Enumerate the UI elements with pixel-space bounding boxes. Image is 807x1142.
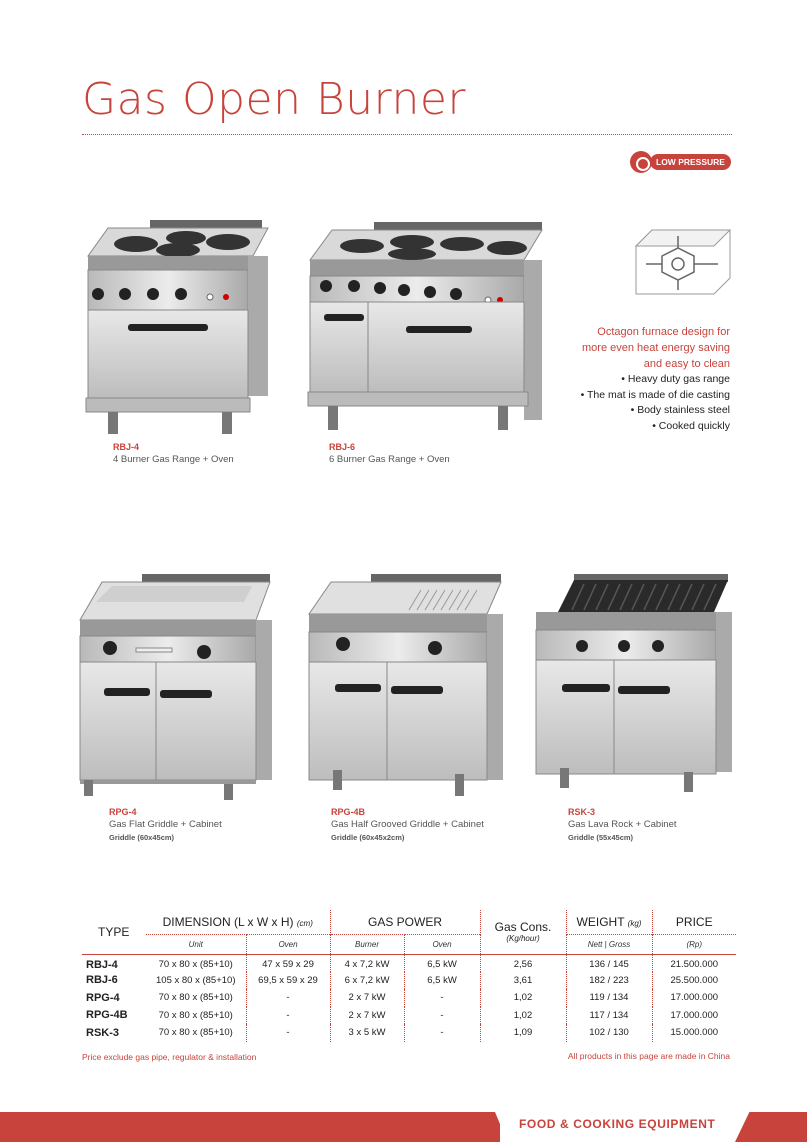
rsk-3-caption [568,807,677,842]
header-gas-cons-unit: (Kg/hour) [506,934,540,944]
product-code: RPG-4 [109,807,137,817]
pressure-gauge-icon [630,151,652,173]
cell-burner: 3 x 5 kW [330,1024,404,1042]
cell-price: 21.500.000 [670,959,719,970]
cell-type: RPG-4B [86,1009,128,1022]
header-weight-unit: (kg) [627,918,642,928]
origin-note: All products in this page are made in China [567,1051,730,1061]
cell-gas-cons: 2,56 [480,954,566,972]
cell-burner: 2 x 7 kW [330,1007,404,1025]
cell-type: RBJ-4 [86,958,118,971]
cell-dim-unit: 105 x 80 x (85+10) [146,972,246,990]
cell-dim-oven: - [246,989,330,1007]
product-code: RSK-3 [568,807,596,817]
rpg-4b-product-image [305,574,505,800]
spec-table [82,910,736,1042]
rbj-6-product-image [302,222,544,436]
footer-label: FOOD & COOKING EQUIPMENT [519,1117,716,1131]
rpg-4-caption [109,807,222,842]
feature-item: • Body stainless steel [581,403,730,419]
rpg-4b-caption [331,807,484,842]
rbj-6-caption [329,442,450,465]
cell-burner: 2 x 7 kW [330,989,404,1007]
rbj-4-product-image [78,214,273,440]
product-code: RPG-4B [331,807,366,817]
cell-oven-power: - [404,989,480,1007]
feature-item: • The mat is made of die casting [581,388,730,404]
table-row [82,1024,736,1042]
footer-bar [0,1112,500,1142]
cell-dim-oven: 69,5 x 59 x 29 [246,972,330,990]
header-dimension-unit: (cm) [296,918,313,928]
feature-lead-line: more even heat energy saving [582,342,730,354]
cell-burner: 4 x 7,2 kW [330,954,404,972]
low-pressure-badge [630,151,731,173]
feature-list [581,372,730,434]
subheader-unit: Unit [146,934,246,954]
cell-weight: 136 / 145 [566,954,652,972]
rbj-4-caption [113,442,234,465]
page-title: Gas Open Burner [82,74,467,125]
table-row [82,1007,736,1025]
header-dimension-label: DIMENSION (L x W x H) [162,914,294,929]
header-dimension [146,910,330,934]
feature-lead-line: and easy to clean [643,358,730,370]
cell-oven-power: 6,5 kW [404,954,480,972]
feature-item: • Cooked quickly [581,419,730,435]
badge-label: LOW PRESSURE [650,154,731,170]
subheader-price: (Rp) [652,934,736,954]
cell-dim-unit: 70 x 80 x (85+10) [146,1007,246,1025]
table-row [82,989,736,1007]
product-description: 4 Burner Gas Range + Oven [113,454,234,465]
cell-oven-power: 6,5 kW [404,972,480,990]
cell-price: 17.000.000 [670,992,719,1004]
cell-weight: 117 / 134 [566,1007,652,1025]
cell-dim-unit: 70 x 80 x (85+10) [146,954,246,972]
cell-gas-cons: 1,02 [480,989,566,1007]
product-description: Gas Flat Griddle + Cabinet [109,819,222,830]
feature-item: • Heavy duty gas range [581,372,730,388]
header-gas-cons [480,910,566,954]
cell-dim-oven: 47 x 59 x 29 [246,954,330,972]
feature-lead-line: Octagon furnace design for [597,326,730,338]
cell-oven-power: - [404,1024,480,1042]
product-description: Gas Lava Rock + Cabinet [568,819,677,830]
subheader-weight: Nett | Gross [566,934,652,954]
cell-weight: 102 / 130 [566,1024,652,1042]
product-griddle-size: Griddle (60x45cm) [109,833,175,842]
rpg-4-product-image [76,574,274,800]
cell-dim-unit: 70 x 80 x (85+10) [146,989,246,1007]
product-code: RBJ-6 [329,442,356,452]
feature-block [581,324,730,434]
rsk-3-product-image [534,572,732,794]
cell-price: 25.500.000 [670,974,719,986]
title-divider [82,134,732,135]
header-price: PRICE [675,914,713,929]
cell-type: RSK-3 [86,1026,120,1039]
cell-gas-cons: 1,02 [480,1007,566,1025]
product-description: 6 Burner Gas Range + Oven [329,454,450,465]
cell-gas-cons: 1,09 [480,1024,566,1042]
header-gas-power: GAS POWER [330,910,480,934]
table-row [82,954,736,972]
cell-weight: 182 / 223 [566,972,652,990]
cell-burner: 6 x 7,2 kW [330,972,404,990]
cell-oven-power: - [404,1007,480,1025]
cell-dim-unit: 70 x 80 x (85+10) [146,1024,246,1042]
header-gas-cons-label: Gas Cons. [494,920,552,935]
feature-lead [581,324,730,372]
subheader-oven: Oven [246,934,330,954]
product-griddle-size: Griddle (55x45cm) [568,833,634,842]
cell-type: RPG-4 [86,991,120,1004]
header-weight [566,910,652,934]
price-note: Price exclude gas pipe, regulator & installation [82,1052,257,1062]
product-griddle-size: Griddle (60x45x2cm) [331,833,405,842]
product-description: Gas Half Grooved Griddle + Cabinet [331,819,484,830]
burner-detail-image [632,226,734,298]
header-type: TYPE [82,910,146,954]
header-weight-label: WEIGHT [576,914,625,929]
table-row [82,972,736,990]
cell-dim-oven: - [246,1024,330,1042]
subheader-burner: Burner [330,934,404,954]
cell-price: 15.000.000 [670,1027,719,1039]
product-code: RBJ-4 [113,442,140,452]
cell-type: RBJ-6 [86,974,118,987]
cell-gas-cons: 3,61 [480,972,566,990]
cell-price: 17.000.000 [670,1009,719,1021]
subheader-oven-power: Oven [404,934,480,954]
cell-dim-oven: - [246,1007,330,1025]
cell-weight: 119 / 134 [566,989,652,1007]
